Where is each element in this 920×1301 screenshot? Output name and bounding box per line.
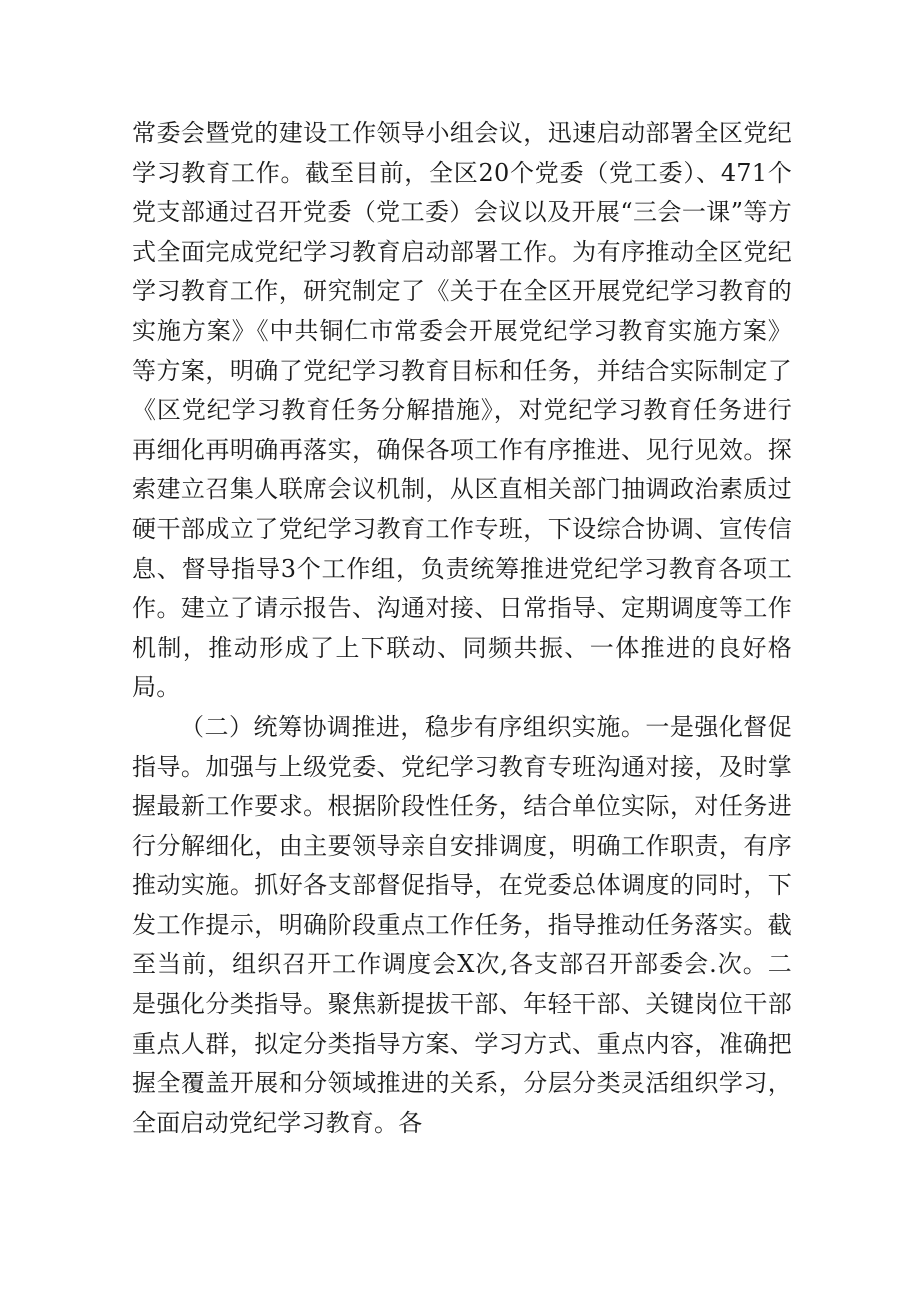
document-body bbox=[132, 114, 792, 1143]
paragraph-continuation: 常委会暨党的建设工作领导小组会议，迅速启动部署全区党纪学习教育工作。截至目前，全区20个党委（党工委）、471个党支部通过召开党委（党工委）会议以及开展“三会一课”等方式全面完成党纪学习教育启动部署工作。为有序推动全区党纪学习教育工作，研究制定了《关于在全区开展党纪学习教育的实施方案》《中共铜仁市常委会开展党纪学习教育实施方案》等方案，明确了党纪学习教育目标和任务，并结合实际制定了《区党纪学习教育任务分解措施》，对党纪学习教育任务进行再细化再明确再落实，确保各项工作有序推进、见行见效。探索建立召集人联席会议机制，从区直相关部门抽调政治素质过硬干部成立了党纪学习教育工作专班，下设综合协调、宣传信息、督导指导3个工作组，负责统筹推进党纪学习教育各项工作。建立了请示报告、沟通对接、日常指导、定期调度等工作机制，推动形成了上下联动、同频共振、一体推进的良好格局。 bbox=[132, 119, 792, 702]
paragraph-section-two: （二）统筹协调推进，稳步有序组织实施。一是强化督促指导。加强与上级党委、党纪学习教育专班沟通对接，及时掌握最新工作要求。根据阶段性任务，结合单位实际，对任务进行分解细化，由主要领导亲自安排调度，明确工作职责，有序推动实施。抓好各支部督促指导，在党委总体调度的同时，下发工作提示，明确阶段重点工作任务，指导推动任务落实。截至当前，组织召开工作调度会X次,各支部召开部委会.次。二是强化分类指导。聚焦新提拔干部、年轻干部、关键岗位干部重点人群，拟定分类指导方案、学习方式、重点内容，准确把握全覆盖开展和分领域推进的关系，分层分类灵活组织学习，全面启动党纪学习教育。各 bbox=[132, 712, 792, 1137]
